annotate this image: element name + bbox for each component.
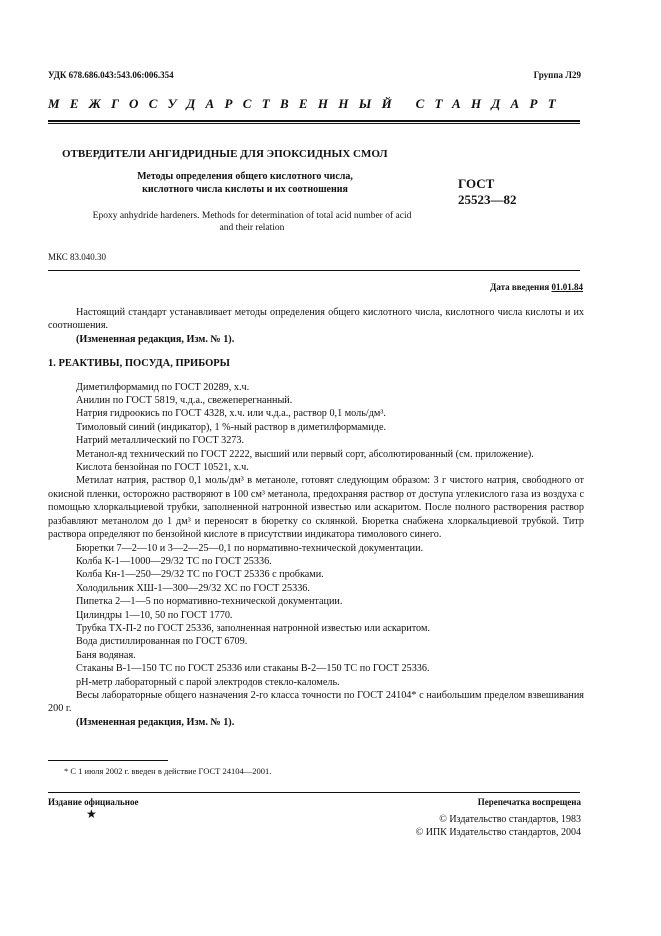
reagent-item: Метанол-яд технический по ГОСТ 2222, высший или первый сорт, абсолютированный (см. приложение).	[76, 448, 534, 460]
group-code: Группа Л29	[533, 70, 581, 80]
reagent-item: Анилин по ГОСТ 5819, ч.д.а., свежеперегнанный.	[76, 395, 293, 407]
reagent-item: Натрия гидроокись по ГОСТ 4328, х.ч. или ч.д.а., раствор 0,1 моль/дм³.	[76, 408, 386, 420]
mks-rule	[48, 270, 580, 271]
udk-code: УДК 678.686.043:543.06:006.354	[48, 70, 174, 80]
reagent-item: Вода дистиллированная по ГОСТ 6709.	[76, 636, 248, 648]
header-rule-bottom	[48, 123, 580, 124]
gost-label: ГОСТ	[458, 176, 495, 191]
document-title: ОТВЕРДИТЕЛИ АНГИДРИДНЫЕ ДЛЯ ЭПОКСИДНЫХ СМОЛ	[62, 148, 388, 160]
purpose-paragraph: Настоящий стандарт устанавливает методы определения общего кислотного числа, кислотного числа кислоты и их соотношения.	[48, 307, 584, 332]
reagent-item: Весы лабораторные общего назначения 2-го класса точности по ГОСТ 24104* с наибольшим пределом взвешивания 200 г.	[48, 689, 584, 715]
reagent-item: Натрий металлический по ГОСТ 3273.	[76, 435, 245, 447]
footnote-rule	[48, 760, 168, 761]
date-label: Дата введения	[490, 282, 550, 292]
reagent-item: рН-метр лабораторный с парой электродов стекло-каломель.	[76, 676, 340, 688]
reagent-item: Диметилформамид по ГОСТ 20289, х.ч.	[76, 381, 250, 393]
reagent-item: Цилиндры 1—10, 50 по ГОСТ 1770.	[76, 609, 233, 621]
reagent-item: Метилат натрия, раствор 0,1 моль/дм³ в метаноле, готовят следующим образом: 3 г чистого натрия, свободного от окисной пленки, осторожно растворяют в 100 см³ метанола, предохраняя раствор от доступа углекислого газа из воздуха с помощью хлоркальциевой трубки, заполненной натронной известью или аскаритом. После полного растворения раствор разбавляют метанолом до 1 дм³ и переносят в бюретку со склянкой. Бюретка снабжена хлоркальциевой трубкой. Титр раствора определяют по бензойной кислоте в присутствии индикатора тимолового синего.	[48, 475, 584, 541]
official-edition-label: Издание официальное	[48, 797, 139, 807]
reagent-item: Стаканы В-1—150 ТС по ГОСТ 25336 или стаканы В-2—150 ТС по ГОСТ 25336.	[76, 663, 430, 675]
section-heading: 1. РЕАКТИВЫ, ПОСУДА, ПРИБОРЫ	[48, 358, 230, 370]
footnote: * С 1 июля 2002 г. введен в действие ГОСТ 24104—2001.	[64, 766, 272, 776]
gost-designation	[458, 176, 558, 208]
mks-code: МКС 83.040.30	[48, 252, 107, 262]
amendment-note: (Измененная редакция, Изм. № 1).	[76, 333, 235, 345]
reagent-item: Бюретки 7—2—10 и 3—2—25—0,1 по нормативно-технической документации.	[76, 542, 424, 554]
reagent-item: Тимоловый синий (индикатор), 1 %-ный раствор в диметилформамиде.	[76, 421, 387, 433]
header-rule-top	[48, 120, 580, 122]
copyright-block	[416, 813, 581, 839]
copyright-line: © ИПК Издательство стандартов, 2004	[415, 827, 581, 838]
amendment-note: (Измененная редакция, Изм. № 1).	[76, 716, 235, 728]
gost-number: 25523—82	[458, 192, 517, 207]
english-title-line: Epoxy anhydride hardeners. Methods for determination of total acid number of acid	[92, 211, 412, 221]
copyright-line: © Издательство стандартов, 1983	[439, 814, 581, 825]
reagent-item: Трубка ТХ-П-2 по ГОСТ 25336, заполненная натронной известью или аскаритом.	[76, 622, 430, 634]
introduction-date	[490, 282, 583, 292]
reagent-item: Кислота бензойная по ГОСТ 10521, х.ч.	[76, 462, 249, 474]
body-text	[48, 306, 584, 729]
document-subtitle	[80, 170, 410, 196]
reagent-item: Колба К-1—1000—29/32 ТС по ГОСТ 25336.	[76, 555, 272, 567]
reagent-item: Холодильник ХШ-1—300—29/32 ХС по ГОСТ 25336.	[76, 582, 310, 594]
reagent-item: Пипетка 2—1—5 по нормативно-технической документации.	[76, 596, 343, 608]
date-value: 01.01.84	[551, 282, 583, 292]
subtitle-line: Методы определения общего кислотного числа,	[137, 171, 353, 182]
reagent-item: Баня водяная.	[76, 649, 136, 661]
english-title	[52, 210, 452, 234]
subtitle-line: кислотного числа кислоты и их соотношения	[142, 184, 348, 195]
reagents-list	[48, 381, 584, 716]
english-title-line: and their relation	[219, 223, 285, 233]
reagent-item: Колба Кн-1—250—29/32 ТС по ГОСТ 25336 с пробками.	[76, 569, 324, 581]
interstate-standard-banner: МЕЖГОСУДАРСТВЕННЫЙ СТАНДАРТ	[48, 96, 566, 111]
footer-rule	[48, 792, 580, 793]
star-icon: ★	[86, 807, 97, 821]
reprint-prohibited-label: Перепечатка воспрещена	[477, 797, 581, 807]
